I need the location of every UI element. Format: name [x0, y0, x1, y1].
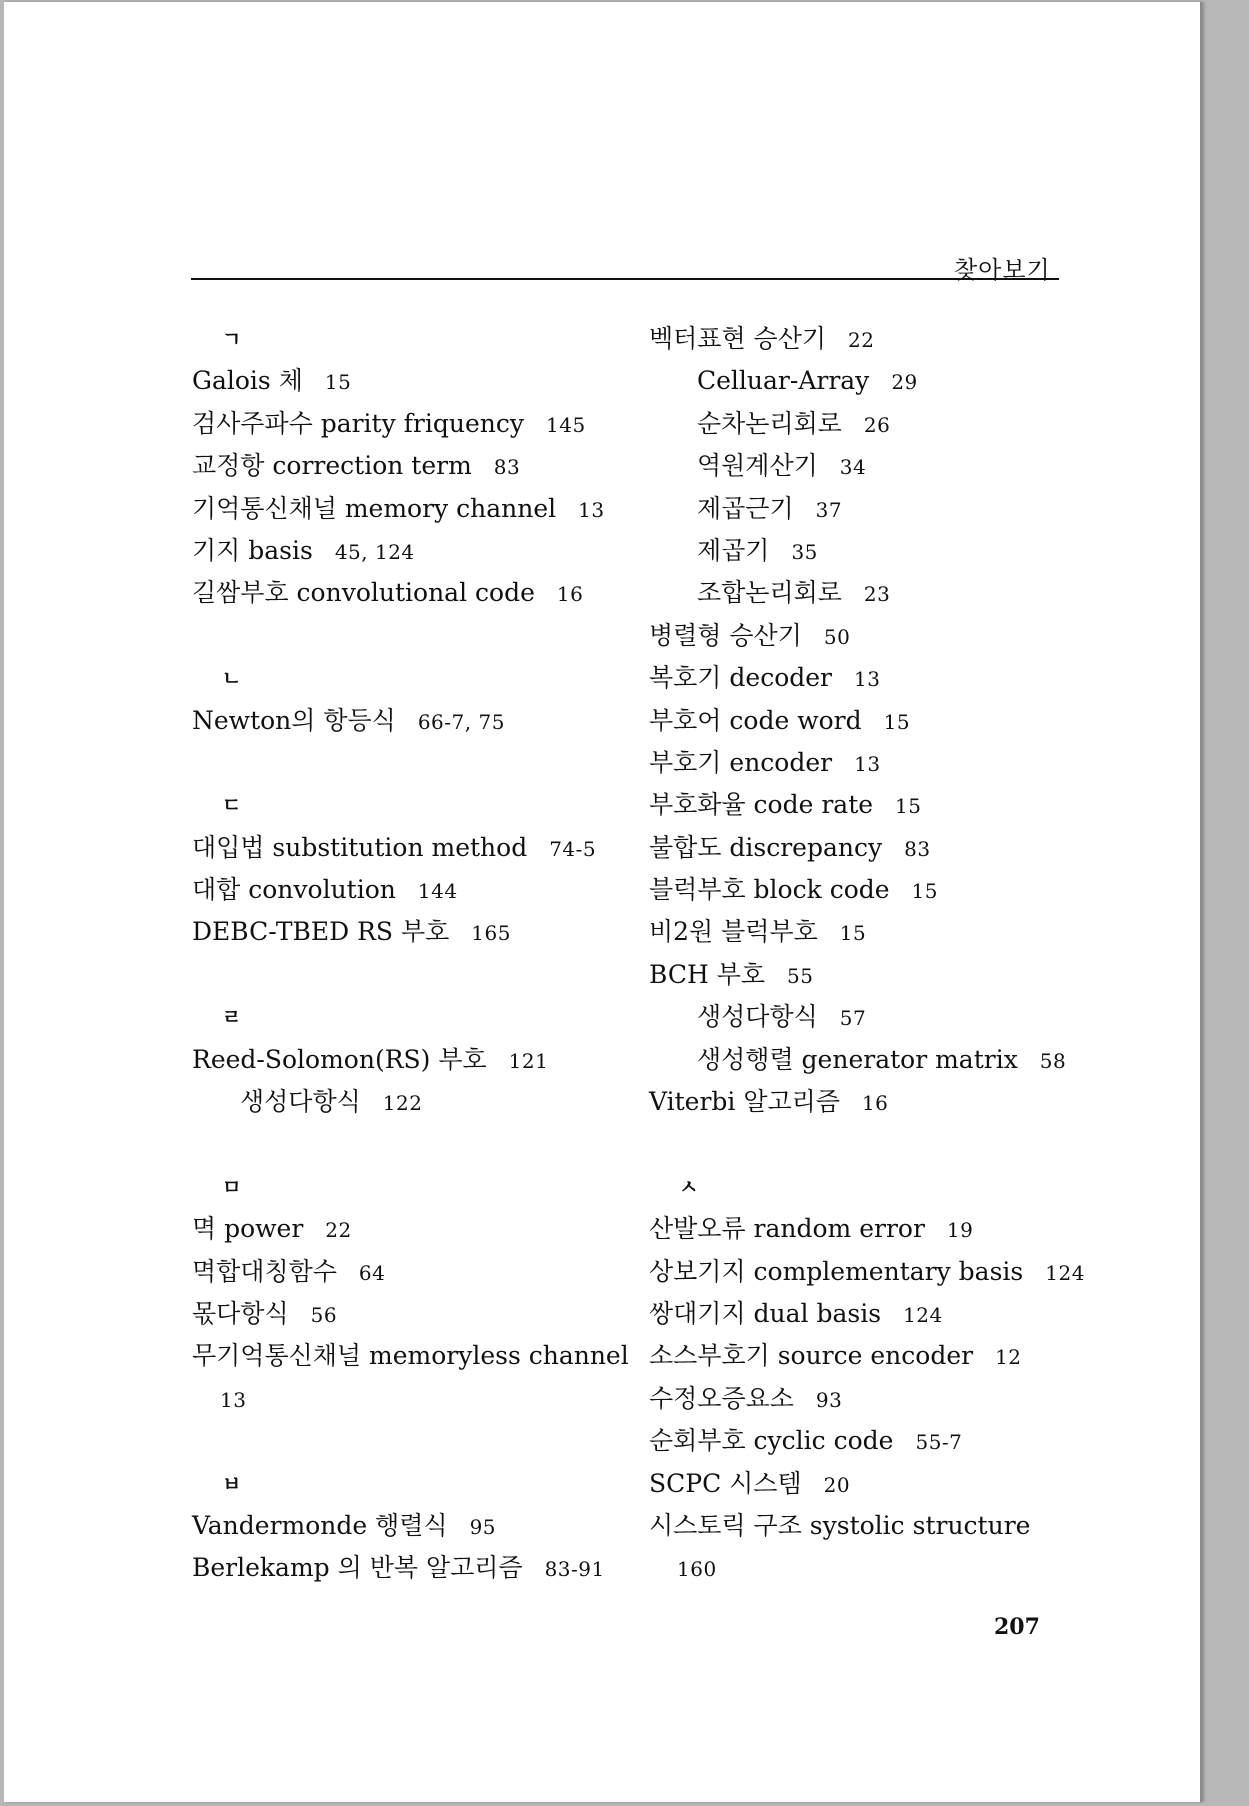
- index-spacer: [649, 1123, 1079, 1165]
- index-entry: [192, 869, 662, 911]
- index-entry: [649, 488, 1079, 530]
- index-term: 순차논리회로: [697, 408, 842, 438]
- index-entry: [192, 1378, 662, 1420]
- index-entry: [649, 530, 1079, 572]
- index-term: 불합도 discrepancy: [649, 832, 883, 862]
- index-page-ref: 26: [863, 412, 891, 437]
- index-section-letter: [192, 996, 662, 1038]
- index-page-ref: 50: [823, 624, 851, 649]
- index-entry: [649, 1378, 1079, 1420]
- index-entry: [192, 1039, 662, 1081]
- index-term: SCPC 시스템: [649, 1468, 802, 1498]
- index-page-ref: 23: [863, 582, 891, 607]
- index-entry: [192, 911, 662, 953]
- index-term: Newton의 항등식: [192, 705, 396, 735]
- index-entry: [649, 318, 1079, 360]
- index-page-ref: 15: [324, 370, 352, 395]
- index-page-ref: 37: [815, 497, 843, 522]
- index-page-ref: 20: [823, 1472, 851, 1497]
- index-entry: [192, 1505, 662, 1547]
- index-entry: [192, 1081, 662, 1123]
- index-spacer: [192, 1420, 662, 1462]
- index-page-ref: 15: [911, 879, 938, 904]
- index-term: 블럭부호 block code: [649, 875, 890, 905]
- index-entry: [649, 996, 1079, 1038]
- index-term: ㅅ: [679, 1174, 699, 1199]
- index-term: 소스부호기 source encoder: [649, 1341, 974, 1371]
- index-entry: [649, 445, 1079, 487]
- index-entry: [649, 1420, 1079, 1462]
- index-section-letter: [192, 1463, 662, 1505]
- index-term: Galois 체: [192, 366, 303, 396]
- index-page-ref: 160: [677, 1557, 717, 1582]
- index-entry: [649, 1463, 1079, 1505]
- index-term: 부호어 code word: [649, 705, 862, 735]
- index-term: 조합논리회로: [697, 578, 842, 608]
- index-spacer: [192, 742, 662, 784]
- index-term: 검사주파수 parity friquency: [192, 408, 524, 438]
- index-term: ㄴ: [222, 666, 242, 691]
- index-entry: [192, 360, 662, 402]
- index-term: 산발오류 random error: [649, 1214, 925, 1244]
- index-entry: [649, 615, 1079, 657]
- index-page-ref: 83-91: [544, 1557, 605, 1582]
- index-entry: [649, 403, 1079, 445]
- index-term: 제곱근기: [697, 493, 794, 523]
- index-spacer: [192, 954, 662, 996]
- index-term: 복호기 decoder: [649, 663, 832, 693]
- index-term: 제곱기: [697, 535, 770, 565]
- index-page-ref: 83: [493, 455, 521, 480]
- index-entry: [649, 657, 1079, 699]
- index-page-ref: 45, 124: [334, 539, 415, 564]
- index-entry: [649, 1208, 1079, 1250]
- index-term: 기지 basis: [192, 535, 313, 565]
- index-page-ref: 124: [903, 1302, 943, 1327]
- index-entry: [649, 1251, 1085, 1293]
- index-spacer: [192, 1123, 662, 1165]
- index-column-right: [649, 318, 1085, 1590]
- index-page-ref: 121: [508, 1048, 549, 1073]
- index-term: 멱합대칭함수: [192, 1256, 337, 1286]
- index-entry: [649, 742, 1079, 784]
- index-entry: [192, 1251, 662, 1293]
- index-page-ref: 95: [469, 1514, 497, 1539]
- index-page-ref: 64: [358, 1260, 386, 1285]
- index-entry: [649, 360, 1079, 402]
- index-term: 수정오증요소: [649, 1383, 794, 1413]
- index-entry: [649, 911, 1079, 953]
- index-entry: [649, 1039, 1079, 1081]
- page-number: 207: [994, 1614, 1040, 1640]
- index-page-ref: 15: [895, 794, 922, 819]
- index-term: 생성행렬 generator matrix: [697, 1044, 1018, 1074]
- index-page-ref: 122: [382, 1091, 423, 1116]
- index-term: Celluar-Array: [697, 366, 870, 396]
- index-term: 비2원 블럭부호: [649, 917, 818, 947]
- index-page-ref: 83: [904, 836, 931, 861]
- index-entry: [649, 869, 1079, 911]
- index-term: 시스토릭 구조 systolic structure: [649, 1510, 1031, 1540]
- index-term: ㄷ: [222, 793, 242, 818]
- index-term: 몫다항식: [192, 1298, 289, 1328]
- index-spacer: [192, 615, 662, 657]
- index-term: Berlekamp 의 반복 알고리즘: [192, 1553, 523, 1583]
- index-page-ref: 15: [839, 921, 867, 946]
- index-section-letter: [192, 1166, 662, 1208]
- index-term: Reed-Solomon(RS) 부호: [192, 1044, 487, 1074]
- index-page-ref: 13: [854, 751, 881, 776]
- index-entry: [649, 954, 1079, 996]
- index-page-ref: 16: [861, 1091, 889, 1116]
- index-entry: [192, 530, 662, 572]
- index-term: ㅁ: [222, 1174, 242, 1199]
- index-entry: [192, 445, 662, 487]
- index-page-ref: 93: [815, 1387, 843, 1412]
- index-entry: [649, 1081, 1079, 1123]
- index-term: 대합 convolution: [192, 875, 396, 905]
- index-section-letter: [649, 1166, 1079, 1208]
- header-rule: [191, 278, 1059, 280]
- index-column-left: [192, 318, 662, 1590]
- index-entry: [649, 827, 1079, 869]
- book-page: [4, 2, 1202, 1802]
- index-page-ref: 35: [791, 539, 818, 564]
- index-entry: [649, 1293, 1079, 1335]
- index-entry: [649, 700, 1079, 742]
- index-page-ref: 34: [839, 455, 867, 480]
- index-term: ㄹ: [222, 1005, 242, 1030]
- index-term: ㅂ: [222, 1471, 242, 1496]
- index-section-letter: [192, 784, 662, 826]
- index-term: 대입법 substitution method: [192, 832, 528, 862]
- index-entry: [649, 1547, 1079, 1589]
- index-entry: [192, 700, 662, 742]
- index-page-ref: 124: [1045, 1260, 1085, 1285]
- index-section-letter: [192, 657, 662, 699]
- index-entry: [192, 1335, 662, 1377]
- index-term: 무기억통신채널 memoryless channel: [192, 1341, 629, 1371]
- index-term: 멱 power: [192, 1214, 304, 1244]
- index-term: 쌍대기지 dual basis: [649, 1298, 882, 1328]
- index-page-ref: 145: [546, 412, 586, 437]
- index-term: 생성다항식: [240, 1087, 361, 1117]
- index-page-ref: 55: [787, 963, 814, 988]
- index-entry: [649, 1335, 1079, 1377]
- index-page-ref: 22: [848, 328, 875, 352]
- index-section-letter: [192, 318, 662, 360]
- index-page-ref: 19: [946, 1218, 974, 1243]
- index-page-ref: 66-7, 75: [417, 709, 505, 734]
- index-term: 생성다항식: [697, 1002, 818, 1032]
- index-term: 부호화율 code rate: [649, 790, 874, 820]
- index-page-ref: 144: [417, 879, 458, 904]
- index-page-ref: 56: [310, 1302, 338, 1327]
- index-term: DEBC-TBED RS 부호: [192, 917, 450, 947]
- index-entry: [192, 403, 662, 445]
- index-term: 벡터표현 승산기: [649, 324, 826, 353]
- index-page-ref: 16: [556, 582, 584, 607]
- index-term: 역원계산기: [697, 451, 818, 481]
- index-page-ref: 165: [471, 921, 511, 946]
- index-term: Vandermonde 행렬식: [192, 1510, 448, 1540]
- index-page-ref: 13: [854, 667, 881, 692]
- index-term: 교정항 correction term: [192, 451, 472, 481]
- index-entry: [192, 1208, 662, 1250]
- index-entry: [649, 784, 1079, 826]
- index-term: BCH 부호: [649, 959, 766, 989]
- index-term: 순회부호 cyclic code: [649, 1426, 894, 1456]
- index-entry: [649, 572, 1079, 614]
- running-header: 찾아보기: [954, 256, 1051, 284]
- index-page-ref: 58: [1039, 1048, 1067, 1073]
- index-term: 기억통신채널 memory channel: [192, 493, 557, 523]
- index-entry: [649, 1505, 1079, 1547]
- index-term: 길쌈부호 convolutional code: [192, 578, 535, 608]
- index-page-ref: 74-5: [549, 836, 597, 861]
- index-term: 부호기 encoder: [649, 747, 833, 777]
- index-page-ref: 13: [220, 1387, 247, 1412]
- index-page-ref: 22: [325, 1218, 352, 1243]
- index-page-ref: 13: [578, 497, 605, 522]
- index-entry: [192, 1547, 662, 1589]
- index-term: 상보기지 complementary basis: [649, 1256, 1024, 1286]
- index-page-ref: 29: [891, 370, 918, 395]
- index-term: ㄱ: [222, 327, 242, 351]
- index-page-ref: 15: [883, 709, 911, 734]
- index-term: Viterbi 알고리즘: [649, 1087, 840, 1117]
- index-entry: [192, 572, 662, 614]
- index-entry: [192, 488, 662, 530]
- index-page-ref: 57: [839, 1006, 867, 1031]
- index-page-ref: 12: [995, 1345, 1022, 1370]
- index-entry: [192, 1293, 662, 1335]
- index-entry: [192, 827, 662, 869]
- index-term: 병렬형 승산기: [649, 620, 802, 650]
- index-page-ref: 55-7: [915, 1430, 963, 1455]
